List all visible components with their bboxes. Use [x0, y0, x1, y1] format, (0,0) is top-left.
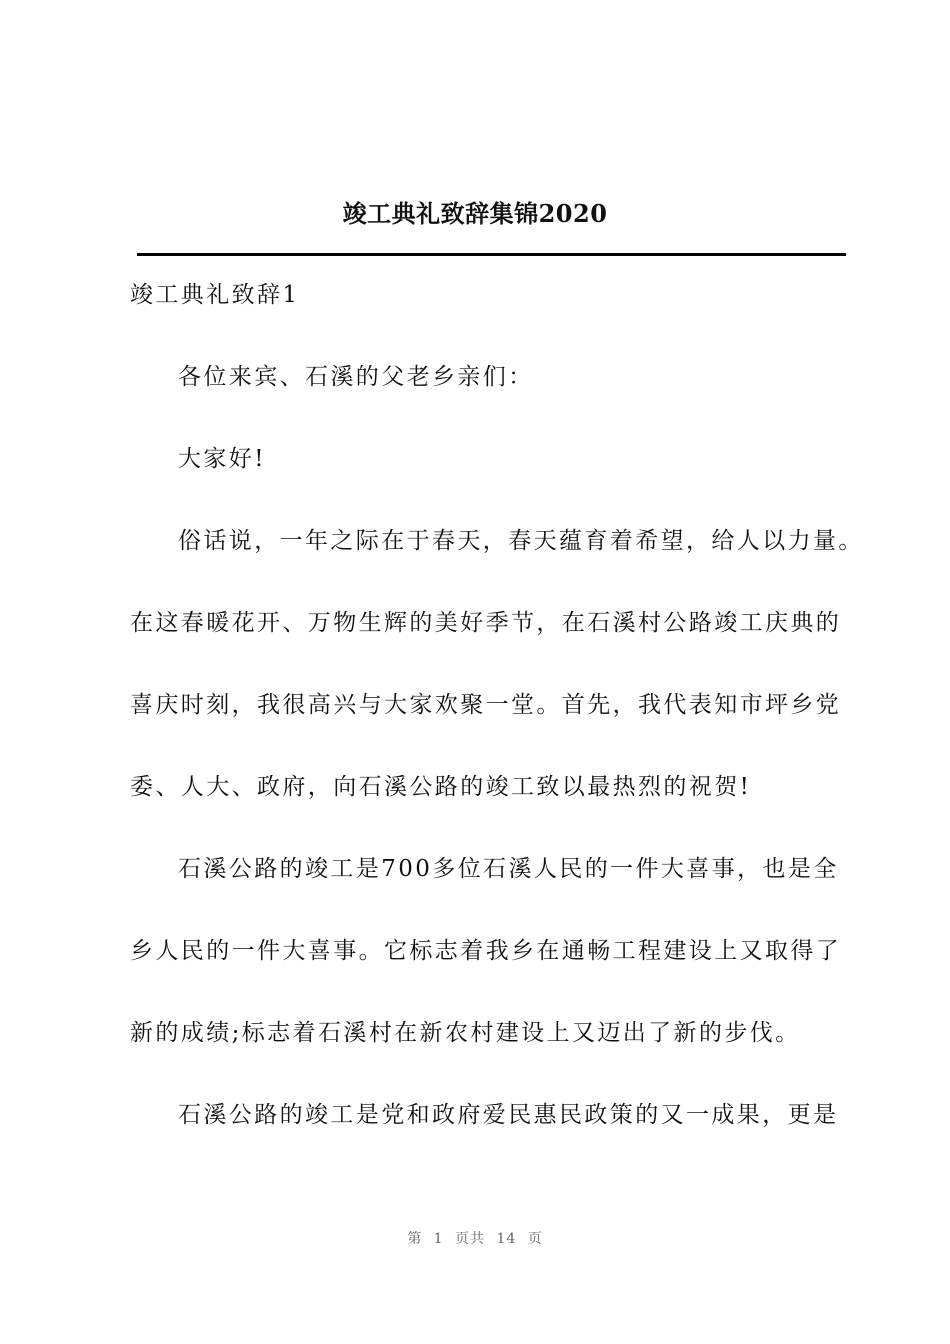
document-title: 竣工典礼致辞集锦2020	[342, 199, 608, 228]
document-body	[130, 280, 864, 1182]
paragraph-line: 俗话说，一年之际在于春天，春天蕴育着希望，给人以力量。	[178, 528, 864, 554]
paragraph-line: 新的成绩;标志着石溪村在新农村建设上又迈出了新的步伐。	[130, 1020, 801, 1046]
page-number-footer: 第 1 页共 14 页	[407, 1231, 543, 1247]
greeting: 大家好!	[178, 446, 266, 472]
paragraph-line: 喜庆时刻，我很高兴与大家欢聚一堂。首先，我代表知市坪乡党	[130, 692, 842, 718]
section-heading: 竣工典礼致辞1	[130, 282, 300, 308]
paragraph-line: 委、人大、政府，向石溪公路的竣工致以最热烈的祝贺!	[130, 774, 752, 800]
title-underline	[137, 253, 846, 256]
salutation: 各位来宾、石溪的父老乡亲们：	[178, 364, 534, 390]
paragraph-line: 石溪公路的竣工是党和政府爱民惠民政策的又一成果，更是	[178, 1102, 839, 1128]
paragraph-line: 在这春暖花开、万物生辉的美好季节，在石溪村公路竣工庆典的	[130, 610, 842, 636]
paragraph-line: 石溪公路的竣工是700多位石溪人民的一件大喜事，也是全	[178, 856, 839, 882]
paragraph-line: 乡人民的一件大喜事。它标志着我乡在通畅工程建设上又取得了	[130, 938, 842, 964]
